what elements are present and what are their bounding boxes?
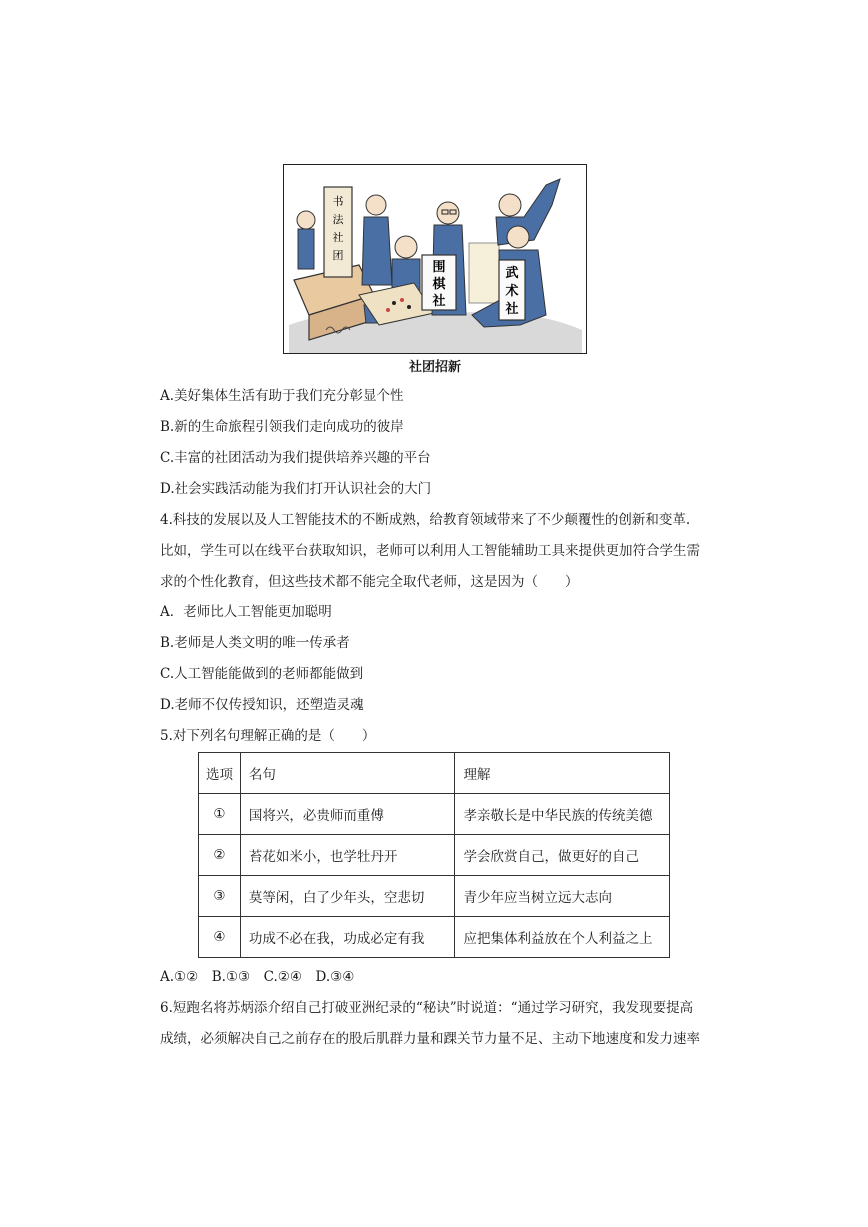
table-cell: ④ [199,917,241,958]
cartoon-illustration [284,165,586,353]
table-row [199,917,670,958]
q6-stem-line-1: 6.短跑名将苏炳添介绍自己打破亚洲纪录的“秘诀”时说道：“通过学习研究，我发现要提高 [160,1000,694,1016]
calligraphy-sign-char-4: 团 [332,249,344,262]
q5-answer-options: A.①② B.①③ C.②④ D.③④ [160,969,355,985]
table-header-cell: 选项 [199,753,241,794]
club-recruitment-cartoon [283,164,587,354]
table-header-cell: 名句 [240,753,455,794]
go-sign-char-2: 棋 [432,277,446,292]
q4-stem-line-2: 比如，学生可以在线平台获取知识，老师可以利用人工智能辅助工具来提供更加符合学生需 [160,543,700,559]
table-cell: 青少年应当树立远大志向 [455,876,670,917]
table-cell: 莫等闲，白了少年头，空悲切 [240,876,455,917]
q3-option-b: B.新的生命旅程引领我们走向成功的彼岸 [160,419,404,435]
table-cell: 功成不必在我，功成必定有我 [240,917,455,958]
table-cell: ② [199,835,241,876]
table-cell: ③ [199,876,241,917]
q4-stem-line-1: 4.科技的发展以及人工智能技术的不断成熟，给教育领域带来了不少颠覆性的创新和变革. [160,512,691,528]
table-cell: 孝亲敬长是中华民族的传统美德 [455,794,670,835]
q5-stem: 5.对下列名句理解正确的是（ ） [160,728,376,744]
table-row [199,794,670,835]
q4-option-d: D.老师不仅传授知识，还塑造灵魂 [160,697,364,713]
table-cell: 应把集体利益放在个人利益之上 [455,917,670,958]
table-header-row [199,753,670,794]
quote-table [198,752,670,958]
table-header-cell: 理解 [455,753,670,794]
calligraphy-sign-char-2: 法 [332,213,344,226]
calligraphy-sign-char-1: 书 [332,195,344,208]
q4-option-b: B.老师是人类文明的唯一传承者 [160,635,350,651]
calligraphy-sign-char-3: 社 [332,231,344,244]
table-cell: 国将兴，必贵师而重傅 [240,794,455,835]
table-cell: ① [199,794,241,835]
q3-option-c: C.丰富的社团活动为我们提供培养兴趣的平台 [160,450,431,466]
q3-option-d: D.社会实践活动能为我们打开认识社会的大门 [160,481,432,497]
wushu-sign-char-3: 社 [505,302,519,317]
table-cell: 苔花如米小，也学牡丹开 [240,835,455,876]
q4-option-a: A．老师比人工智能更加聪明 [160,604,332,620]
table-row [199,835,670,876]
figure-caption: 社团招新 [408,360,461,375]
q4-stem-line-3: 求的个性化教育，但这些技术都不能完全取代老师，这是因为（ ） [160,574,579,590]
go-sign-char-3: 社 [432,294,446,309]
q6-stem-line-2: 成绩，必须解决自己之前存在的股后肌群力量和踝关节力量不足、主动下地速度和发力速率 [160,1031,700,1047]
q4-option-c: C.人工智能能做到的老师都能做到 [160,666,364,682]
q3-option-a: A.美好集体生活有助于我们充分彰显个性 [160,388,404,404]
table-cell: 学会欣赏自己，做更好的自己 [455,835,670,876]
wushu-sign-char-2: 术 [505,284,519,299]
wushu-sign-char-1: 武 [505,266,519,281]
go-sign-char-1: 围 [432,260,446,275]
table-row [199,876,670,917]
